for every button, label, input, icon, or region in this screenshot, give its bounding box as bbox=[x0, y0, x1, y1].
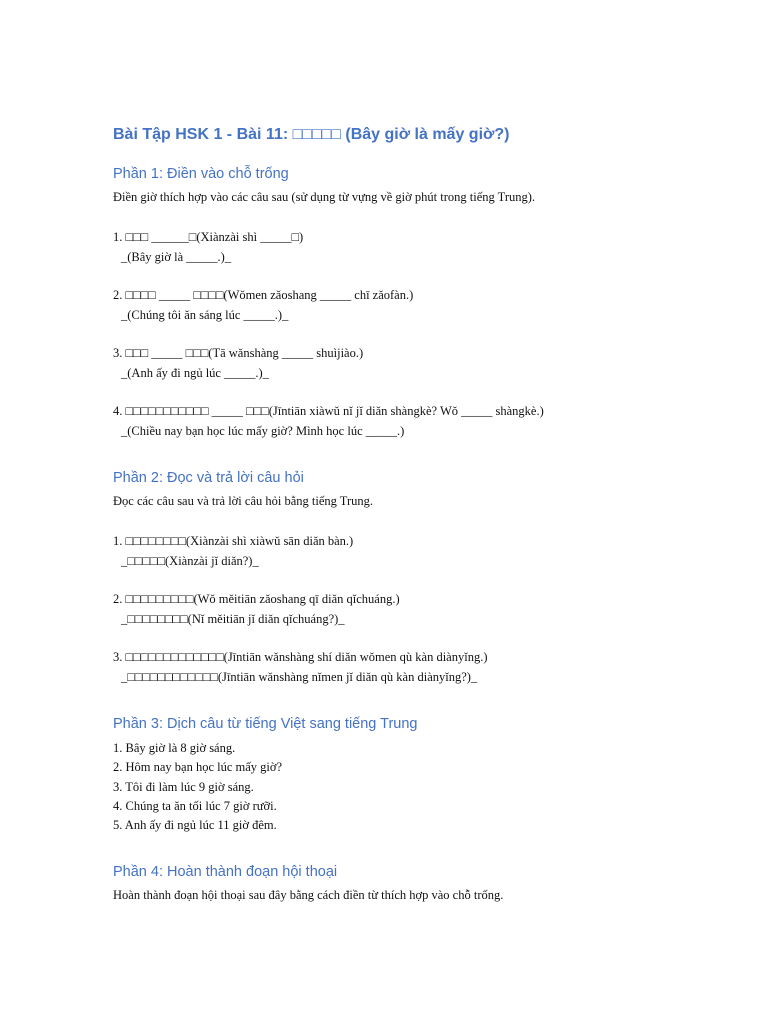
section-heading-part-3: Phần 3: Dịch câu từ tiếng Việt sang tiếng Trung bbox=[113, 716, 418, 732]
question-translation: _(Chiều nay bạn học lúc mấy giờ? Mình học lúc _____.) bbox=[121, 424, 405, 438]
question-item bbox=[113, 227, 733, 267]
question-item bbox=[113, 647, 733, 687]
question-item bbox=[113, 401, 733, 441]
section-part-3 bbox=[113, 715, 733, 835]
question-prompt: _□□□□□(Xiànzài jǐ diǎn?)_ bbox=[121, 554, 259, 568]
question-text: 2. □□□□ _____ □□□□(Wǒmen zǎoshang _____ chī zǎofàn.) bbox=[113, 288, 414, 302]
question-text: 2. □□□□□□□□□(Wǒ měitiān zǎoshang qī diǎn qǐchuáng.) bbox=[113, 592, 400, 606]
list-item: 3. Tôi đi làm lúc 9 giờ sáng. bbox=[113, 779, 254, 794]
question-text: 4. □□□□□□□□□□□ _____ □□□(Jīntiān xiàwǔ nǐ jǐ diǎn shàngkè? Wǒ _____ shàngkè.) bbox=[113, 404, 544, 418]
question-text: 3. □□□ _____ □□□(Tā wǎnshàng _____ shuìjiào.) bbox=[113, 346, 364, 360]
question-text: 3. □□□□□□□□□□□□□(Jīntiān wǎnshàng shí diǎn wǒmen qù kàn diànyǐng.) bbox=[113, 650, 488, 664]
document-title: Bài Tập HSK 1 - Bài 11: □□□□□ (Bây giờ là mấy giờ?) bbox=[113, 126, 510, 143]
question-text: 1. □□□□□□□□(Xiànzài shì xiàwǔ sān diǎn bàn.) bbox=[113, 534, 354, 548]
question-translation: _(Anh ấy đi ngủ lúc _____.)_ bbox=[121, 366, 269, 380]
list-item: 4. Chúng ta ăn tối lúc 7 giờ rưỡi. bbox=[113, 798, 277, 813]
question-prompt: _□□□□□□□□(Nǐ měitiān jǐ diǎn qǐchuáng?)_ bbox=[121, 612, 345, 626]
question-text: 1. □□□ ______□(Xiànzài shì _____□) bbox=[113, 230, 304, 244]
section-heading-part-1: Phần 1: Điền vào chỗ trống bbox=[113, 166, 289, 182]
question-prompt: _□□□□□□□□□□□□(Jīntiān wǎnshàng nǐmen jǐ diǎn qù kàn diànyǐng?)_ bbox=[121, 670, 478, 684]
section-heading-part-4: Phần 4: Hoàn thành đoạn hội thoại bbox=[113, 864, 338, 881]
question-translation: _(Chúng tôi ăn sáng lúc _____.)_ bbox=[121, 308, 289, 322]
list-item: 2. Hôm nay bạn học lúc mấy giờ? bbox=[113, 760, 283, 775]
instruction-part-1: Điền giờ thích hợp vào các câu sau (sử dụng từ vựng về giờ phút trong tiếng Trung). bbox=[113, 190, 536, 204]
instruction-part-4: Hoàn thành đoạn hội thoại sau đây bằng cách điền từ thích hợp vào chỗ trống. bbox=[113, 888, 504, 903]
section-part-4 bbox=[113, 863, 733, 904]
list-item: 5. Anh ấy đi ngủ lúc 11 giờ đêm. bbox=[113, 818, 277, 833]
section-heading-part-2: Phần 2: Đọc và trả lời câu hỏi bbox=[113, 470, 304, 486]
question-translation: _(Bây giờ là _____.)_ bbox=[121, 250, 232, 264]
list-item: 1. Bây giờ là 8 giờ sáng. bbox=[113, 741, 236, 755]
question-item bbox=[113, 285, 733, 325]
instruction-part-2: Đọc các câu sau và trả lời câu hỏi bằng tiếng Trung. bbox=[113, 494, 374, 508]
question-item bbox=[113, 343, 733, 383]
document-page bbox=[113, 125, 733, 932]
question-item bbox=[113, 589, 733, 629]
section-part-2 bbox=[113, 469, 733, 687]
question-item bbox=[113, 531, 733, 571]
section-part-1 bbox=[113, 165, 733, 441]
